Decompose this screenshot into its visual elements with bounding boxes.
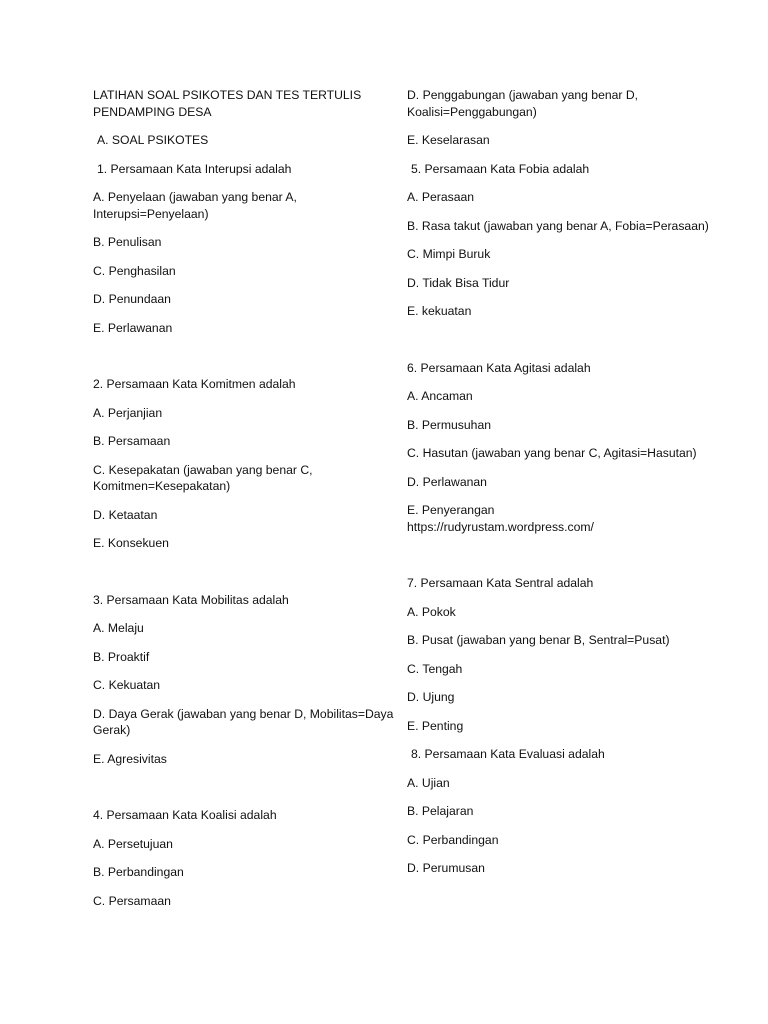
document-title-line-1: LATIHAN SOAL PSIKOTES DAN TES TERTULIS: [93, 88, 362, 102]
q6-option-c: C. Hasutan (jawaban yang benar C, Agitasi=Hasutan): [407, 446, 697, 460]
q3-option-c: C. Kekuatan: [93, 678, 161, 692]
q4-option-a: A. Persetujuan: [93, 836, 173, 851]
question-6: 6. Persamaan Kata Agitasi adalah: [407, 360, 591, 375]
q8-option-b: B. Pelajaran: [407, 804, 474, 818]
q6-option-e: E. Penyerangan: [407, 503, 495, 517]
q3-option-e: E. Agresivitas: [93, 751, 167, 766]
question-5: 5. Persamaan Kata Fobia adalah: [411, 161, 590, 176]
q6-option-a: A. Ancaman: [407, 389, 473, 403]
left-column: [93, 87, 403, 909]
q2-option-b: B. Persamaan: [93, 434, 171, 448]
q7-option-e: E. Penting: [407, 718, 464, 733]
question-4: 4. Persamaan Kata Koalisi adalah: [93, 808, 277, 822]
question-8: 8. Persamaan Kata Evaluasi adalah: [411, 747, 605, 761]
question-2: 2. Persamaan Kata Komitmen adalah: [93, 377, 296, 391]
q3-option-b: B. Proaktif: [93, 649, 150, 664]
q7-option-c: C. Tengah: [407, 661, 463, 676]
q4-option-b: B. Perbandingan: [93, 865, 184, 879]
q8-option-c: C. Perbandingan: [407, 832, 499, 847]
q8-option-a: A. Ujian: [407, 775, 450, 790]
q8-option-d: D. Perumusan: [407, 861, 485, 875]
q5-option-d: D. Tidak Bisa Tidur: [407, 275, 510, 290]
q2-option-c: C. Kesepakatan (jawaban yang benar C, Komitmen=Kesepakatan): [93, 462, 313, 493]
section-heading: A. SOAL PSIKOTES: [97, 133, 209, 147]
q1-option-e: E. Perlawanan: [93, 320, 173, 335]
q5-option-b: B. Rasa takut (jawaban yang benar A, Fobia=Perasaan): [407, 218, 709, 233]
q2-option-d: D. Ketaatan: [93, 507, 158, 522]
right-column: [407, 87, 717, 877]
q3-option-a: A. Melaju: [93, 621, 144, 635]
q6-option-b: B. Permusuhan: [407, 417, 492, 432]
q1-option-b: B. Penulisan: [93, 235, 162, 249]
q5-option-e: E. kekuatan: [407, 304, 472, 318]
q7-option-b: B. Pusat (jawaban yang benar B, Sentral=Pusat): [407, 633, 670, 647]
q6-option-d: D. Perlawanan: [407, 474, 487, 489]
source-url: https://rudyrustam.wordpress.com/: [407, 519, 594, 534]
q5-option-c: C. Mimpi Buruk: [407, 247, 491, 261]
q4-option-c: C. Persamaan: [93, 893, 171, 908]
q2-option-a: A. Perjanjian: [93, 405, 163, 420]
q7-option-d: D. Ujung: [407, 690, 455, 704]
q4-option-e: E. Keselarasan: [407, 133, 490, 147]
q1-option-c: C. Penghasilan: [93, 263, 176, 278]
q3-option-d: D. Daya Gerak (jawaban yang benar D, Mobilitas=Daya Gerak): [93, 706, 394, 737]
q5-option-a: A. Perasaan: [407, 190, 475, 204]
q7-option-a: A. Pokok: [407, 604, 456, 619]
q4-option-d: D. Penggabungan (jawaban yang benar D, Koalisi=Penggabungan): [407, 88, 639, 119]
q2-option-e: E. Konsekuen: [93, 536, 169, 550]
q1-option-a: A. Penyelaan (jawaban yang benar A, Interupsi=Penyelaan): [93, 190, 297, 221]
q1-option-d: D. Penundaan: [93, 292, 171, 306]
question-1: 1. Persamaan Kata Interupsi adalah: [97, 161, 292, 176]
document-title-line-2: PENDAMPING DESA: [93, 104, 212, 119]
question-3: 3. Persamaan Kata Mobilitas adalah: [93, 592, 289, 607]
question-7: 7. Persamaan Kata Sentral adalah: [407, 576, 594, 590]
